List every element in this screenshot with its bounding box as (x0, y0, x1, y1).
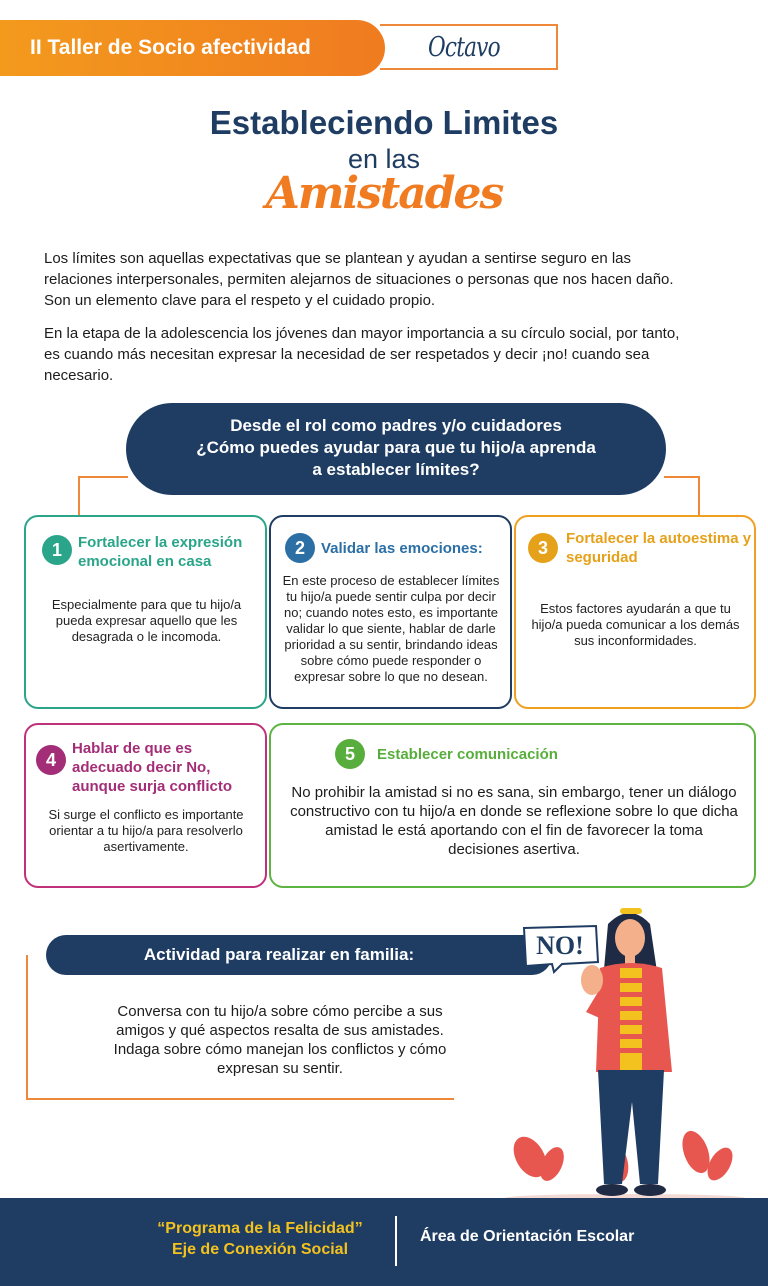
connector-line-right (664, 476, 700, 516)
intro-paragraph-2: En la etapa de la adolescencia los jóvenes dan mayor importancia a su círculo social, por tanto, es cuando más necesitan expresar la necesidad de ser respetados y decir ¡no! cuando sea necesario. (44, 325, 680, 384)
page-title-highlight: Amistades (265, 168, 503, 219)
tip-body: Estos factores ayudarán a que tu hijo/a pueda comunicar a los demás sus inconformidades. (531, 601, 740, 648)
question-banner (126, 403, 666, 495)
tip-number-badge: 4 (36, 745, 66, 775)
tip-title: Establecer comunicación (377, 746, 558, 763)
workshop-banner (0, 20, 385, 76)
page-title: Estableciendo Limites (209, 104, 559, 141)
program-name (115, 1218, 405, 1260)
tip-body: Especialmente para que tu hijo/a pueda expresar aquello que les desagrada o le incomoda. (51, 597, 242, 644)
area-name: Área de Orientación Escolar (420, 1228, 635, 1245)
page-title-connector: en las (347, 144, 421, 174)
tip-number-badge: 1 (42, 535, 72, 565)
tip-card-1 (24, 515, 267, 709)
footer-divider (395, 1216, 397, 1266)
girl-saying-no-illustration (500, 902, 750, 1202)
grade-label-box (380, 24, 558, 70)
tip-card-3 (514, 515, 756, 709)
question-line-2: ¿Cómo puedes ayudar para que tu hijo/a aprenda (196, 438, 596, 457)
activity-title-bar (46, 935, 552, 975)
activity-title: Actividad para realizar en familia: (143, 945, 415, 964)
grade-label: Octavo (428, 31, 500, 63)
question-line-1: Desde el rol como padres y/o cuidadores (230, 416, 562, 435)
activity-body: Conversa con tu hijo/a sobre cómo percibe a sus amigos y qué aspectos resalta de sus amistades. Indaga sobre cómo manejan los conflictos y cómo expresan su sentir. (113, 1003, 447, 1077)
question-line-3: a establecer límites? (312, 460, 480, 479)
tip-card-5 (269, 723, 756, 888)
tip-title: Fortalecer la autoestima y seguridad (566, 530, 752, 566)
tip-card-4 (24, 723, 267, 888)
bubble-text: NO! (536, 931, 584, 960)
tip-card-2 (269, 515, 512, 709)
intro-paragraph-1: Los límites son aquellas expectativas que se plantean y ayudan a sentirse seguro en las relaciones interpersonales, permiten alejarnos de situaciones o personas que nos hacen daño. Son un elemento clave para el respeto y el cuidado propio. (44, 250, 674, 309)
program-line-1: “Programa de la Felicidad” (157, 1220, 363, 1237)
tip-body: Si surge el conflicto es importante orientar a tu hijo/a para resolverlo asertivamente. (48, 807, 244, 854)
tip-title: Validar las emociones: (321, 540, 483, 557)
tip-body: En este proceso de establecer límites tu hijo/a puede sentir culpa por decir no; cuando notes esto, es importante validar lo que siente, hablar de darle prioridad a su sentir, brindando ideas sobre cómo puede responder o expresar sobre lo que no desean. (282, 573, 500, 684)
tip-title: Fortalecer la expresión emocional en casa (78, 534, 243, 570)
footer (0, 1198, 768, 1286)
tip-number-badge: 3 (528, 533, 558, 563)
workshop-title: II Taller de Socio afectividad (30, 36, 311, 59)
tip-title: Hablar de que es adecuado decir No, aunque surja conflicto (72, 740, 233, 795)
program-line-2: Eje de Conexión Social (171, 1241, 349, 1258)
tip-number-badge: 5 (335, 739, 365, 769)
connector-line-left (78, 476, 128, 516)
tip-body: No prohibir la amistad si no es sana, sin embargo, tener un diálogo constructivo con tu hijo/a en donde se reflexione sobre lo que dicha amistad le está aportando con el fin de favorecer la toma decisiones asertiva. (290, 784, 738, 858)
tip-number-badge: 2 (285, 533, 315, 563)
